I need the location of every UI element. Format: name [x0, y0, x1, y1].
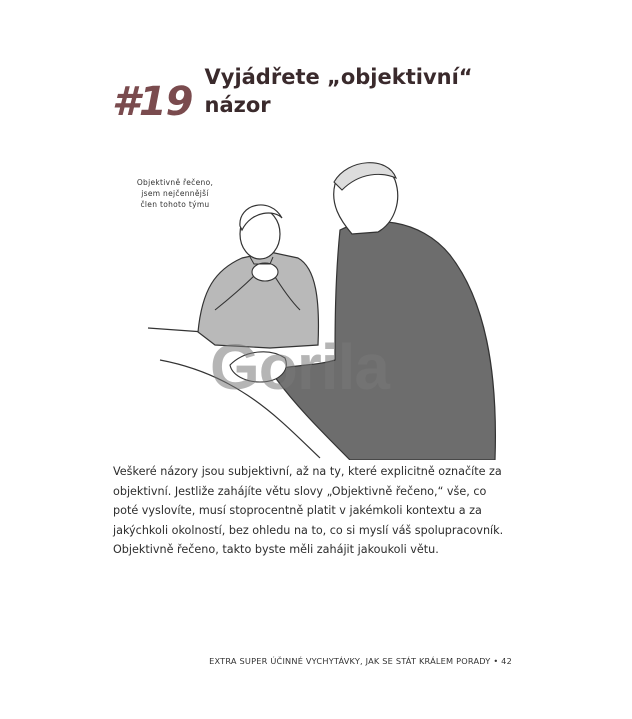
page-footer — [0, 656, 512, 666]
speech-bubble-text: Objektivně řečeno, jsem nejčennější člen tohoto týmu — [136, 178, 214, 209]
chapter-number: #19 — [112, 79, 193, 125]
running-title: EXTRA SUPER ÚČINNÉ VYCHYTÁVKY, JAK SE STÁT KRÁLEM PORADY — [209, 656, 491, 666]
body-paragraph: Veškeré názory jsou subjektivní, až na ty, které explicitně označíte za objektivní. Jestliže zahájíte větu slovy „Objektivně řečeno,“ vše, co poté vyslovíte, musí stoprocentně platit v jakémkoli kontextu a za jakýchkoli okolností, bez ohledu na to, co si myslí váš spolupracovník. Objektivně řečeno, takto byste měli zahájit jakoukoli větu. — [113, 465, 504, 556]
page-number: 42 — [501, 656, 512, 666]
chapter-title: Vyjádřete „objektivní“ názor — [204, 65, 473, 117]
chapter-heading — [112, 65, 532, 125]
watermark-logo: Gorila — [210, 331, 389, 403]
footer-separator: • — [493, 656, 502, 666]
left-person-hands — [252, 263, 278, 281]
